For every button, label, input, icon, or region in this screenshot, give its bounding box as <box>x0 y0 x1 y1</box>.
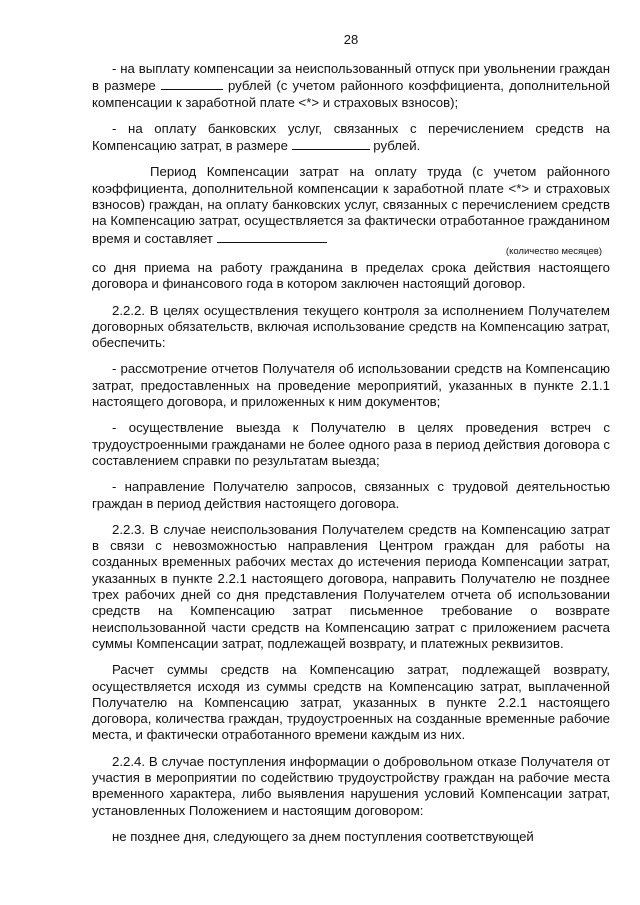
paragraph-vacation-compensation <box>92 61 610 111</box>
paragraph-requests: - направление Получателю запросов, связанных с трудовой деятельностью граждан в период действия настоящего договора. <box>92 479 610 511</box>
paragraph-compensation-period <box>92 164 610 246</box>
blank-field <box>292 137 370 150</box>
blank-field <box>161 77 223 90</box>
paragraph-bank-services <box>92 121 610 155</box>
paragraph-text: Период Компенсации затрат на оплату труда (с учетом районного коэффициента, дополнительной компенсации к заработной плате <*> и страховых взносов) граждан, на оплату банковских услуг, связанных с перечислением средств на Компенсацию затрат, осуществляется за фактически отработанное гражданином время и составляет <box>92 164 610 246</box>
paragraph-refund-calculation: Расчет суммы средств на Компенсацию затрат, подлежащей возврату, осуществляется исходя из суммы средств на Компенсацию затрат, выплаченной Получателю на Компенсацию затрат, указанных в пункте 2.2.1 настоящего договора, количества граждан, трудоустроенных на созданные временные рабочие места, и фактически отработанного времени каждым из них. <box>92 662 610 743</box>
field-caption: (количество месяцев) <box>505 245 602 257</box>
page-number: 28 <box>343 32 359 47</box>
paragraph-reports-review: - рассмотрение отчетов Получателя об использовании средств на Компенсацию затрат, предоставленных на проведение мероприятий, указанных в пункте 2.1.1 настоящего договора, и приложенных к ним документов; <box>92 361 610 410</box>
paragraph-text: - на оплату банковских услуг, связанных с перечислением средств на Компенсацию затрат, в размере <box>92 120 610 154</box>
paragraph-2-2-2: 2.2.2. В целях осуществления текущего контроля за исполнением Получателем договорных обязательств, включая использование средств на Компенсацию затрат, обеспечить: <box>92 302 610 351</box>
paragraph-site-visit: - осуществление выезда к Получателю в целях проведения встреч с трудоустроенными гражданами не более одного раза в период действия договора с составлением справки по результатам выезда; <box>92 420 610 468</box>
paragraph-text: рублей (с учетом районного коэффициента, дополнительной компенсации к заработной плате <*> и страховых взносов); <box>92 78 610 110</box>
paragraph-text: рублей. <box>369 138 421 154</box>
paragraph-text: - на выплату компенсации за неиспользованный отпуск при увольнении граждан в размере <box>92 61 610 94</box>
paragraph-deadline: не позднее дня, следующего за днем поступления соответствующей <box>112 828 534 844</box>
blank-field <box>217 230 327 243</box>
paragraph-2-2-4: 2.2.4. В случае поступления информации о добровольном отказе Получателя от участия в мероприятии по содействию трудоустройству граждан на рабочие места временного характера, либо выявления нарушения условий Компенсации затрат, установленных Положением и настоящим договором: <box>92 753 610 818</box>
document-body <box>92 61 610 855</box>
paragraph-compensation-period-end: со дня приема на работу гражданина в пределах срока действия настоящего договора и финансового года в котором заключен настоящий договор. <box>92 259 610 292</box>
paragraph-2-2-3: 2.2.3. В случае неиспользования Получателем средств на Компенсацию затрат в связи с невозможностью направления Центром граждан для работы на созданных временных рабочих местах до истечения периода Компенсации затрат, указанных в пункте 2.2.1 настоящего договора, направить Получателю не позднее трех рабочих дней со дня представления Получателем отчета об использовании средств на Компенсацию затрат письменное требование о возврате неиспользованной части средств на Компенсацию затрат с приложением расчета суммы Компенсации затрат, подлежащей возврату, и платежных реквизитов. <box>92 521 610 651</box>
